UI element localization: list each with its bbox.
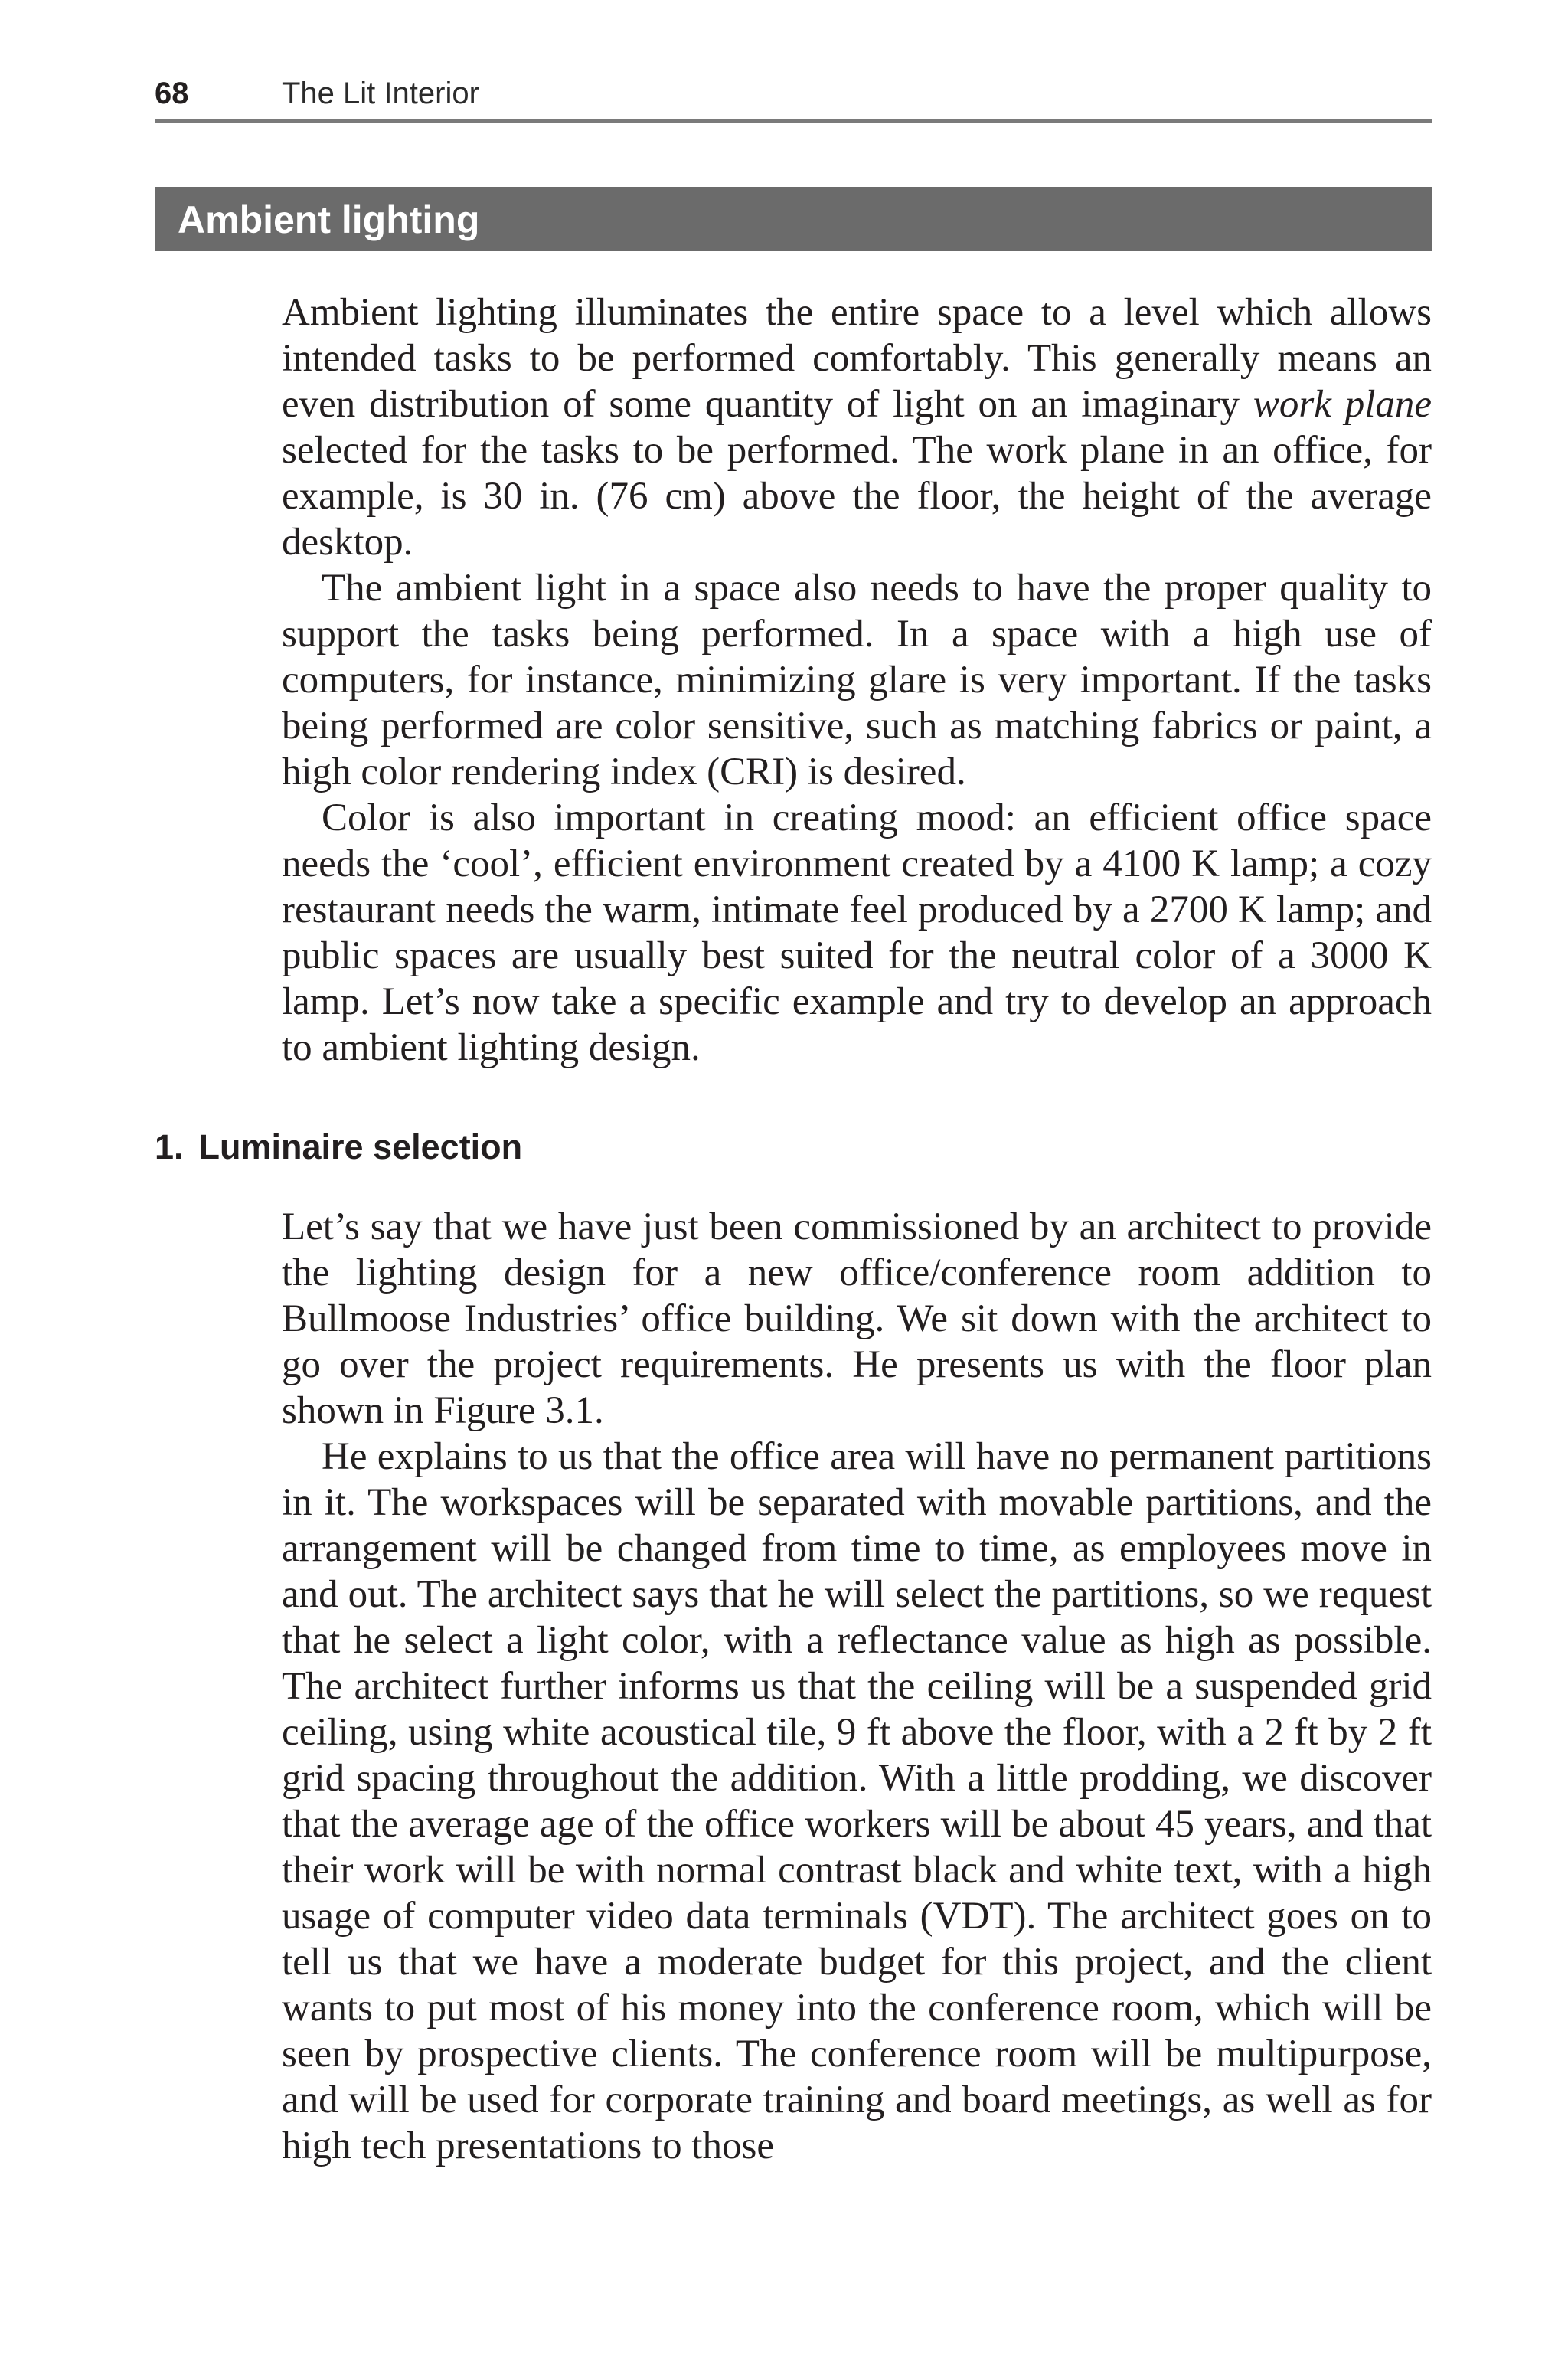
paragraph — [282, 289, 1432, 565]
paragraph: The ambient light in a space also needs to have the proper quality to support the tasks being performed. In a space with a high use of computers, for instance, minimizing glare is very important. If the tasks being performed are color sensitive, such as matching fabrics or paint, a high color rendering index (CRI) is desired. — [282, 567, 1432, 793]
ambient-lighting-body — [282, 289, 1432, 1071]
subsection-heading — [155, 1127, 522, 1167]
subsection-title: Luminaire selection — [198, 1127, 523, 1166]
paragraph-text: selected for the tasks to be performed. The work plane in an office, for example, is 30 in. (76 cm) above the floor, the height of the average desktop. — [282, 429, 1432, 564]
running-head — [155, 74, 1432, 123]
paragraph-text: Ambient lighting illuminates the entire space to a level which allows intended tasks to be performed comfortably. This generally means an even distribution of some quantity of light on an imaginary — [282, 291, 1432, 426]
page-number: 68 — [155, 77, 189, 110]
subsection-number: 1. — [155, 1127, 184, 1166]
paragraph: Let’s say that we have just been commissioned by an architect to provide the lighting design for a new office/conference room addition to Bullmoose Industries’ office building. We sit down with the architect to go over the project requirements. He presents us with the floor plan shown in Figure 3.1. — [282, 1205, 1432, 1432]
section-title: Ambient lighting — [178, 198, 480, 241]
luminaire-selection-body — [282, 1204, 1432, 2169]
emphasis-text: work plane — [1253, 383, 1432, 426]
paragraph: He explains to us that the office area will have no permanent partitions in it. The workspaces will be separated with movable partitions, and the arrangement will be changed from time to time, as employees move in and out. The architect says that he will select the partitions, so we request that he select a light color, with a reflectance value as high as possible. The architect further informs us that the ceiling will be a suspended grid ceiling, using white acoustical tile, 9 ft above the floor, with a 2 ft by 2 ft grid spacing throughout the addition. With a little prodding, we discover that the average age of the office workers will be about 45 years, and that their work will be with normal contrast black and white text, with a high usage of computer video data terminals (VDT). The architect goes on to tell us that we have a moderate budget for this project, and the client wants to put most of his money into the conference room, which will be seen by prospective clients. The conference room will be multipurpose, and will be used for corporate training and board meetings, as well as for high tech presentations to those — [282, 1435, 1432, 2167]
paragraph: Color is also important in creating mood: an efficient office space needs the ‘cool’, efficient environment created by a 4100 K lamp; a cozy restaurant needs the warm, intimate feel produced by a 2700 K lamp; and public spaces are usually best suited for the neutral color of a 3000 K lamp. Let’s now take a specific example and try to develop an approach to ambient lighting design. — [282, 796, 1432, 1069]
running-title: The Lit Interior — [282, 77, 479, 110]
section-banner — [155, 187, 1432, 251]
